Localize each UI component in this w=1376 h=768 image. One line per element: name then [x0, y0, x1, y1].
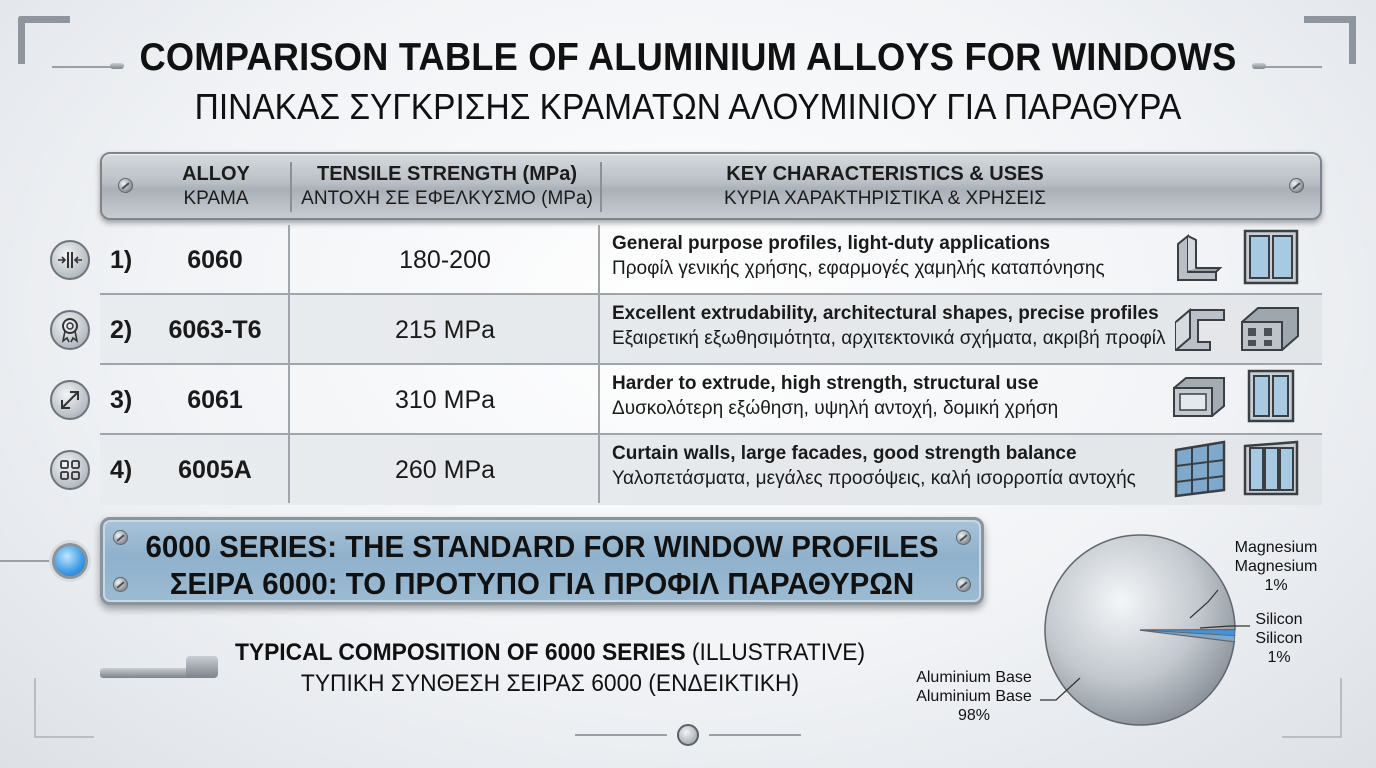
table-row — [100, 435, 1322, 505]
pie-label-magnesium-1: Magnesium — [1234, 539, 1318, 556]
pie-value-magnesium: 1% — [1264, 577, 1288, 594]
compress-arrows-icon — [50, 240, 90, 280]
header-strength-en: TENSILE STRENGTH (MPa) — [316, 162, 577, 185]
row-description-en: Excellent extrudability, architectural shapes, precise profiles — [612, 303, 1159, 324]
table-header — [100, 152, 1322, 220]
row-description — [612, 233, 1172, 280]
table-row — [100, 365, 1322, 435]
pie-label-aluminium — [906, 668, 1042, 725]
extrusion-profile-icon — [1238, 300, 1302, 356]
page-title-el: ΠΙΝΑΚΑΣ ΣΥΓΚΡΙΣΗΣ ΚΡΑΜΑΤΩΝ ΑΛΟΥΜΙΝΙΟΥ ΓΙΑ ΠΑΡΑΘΥΡΑ — [194, 86, 1182, 127]
header-uses-en: KEY CHARACTERISTICS & USES — [726, 162, 1044, 185]
header-strength — [292, 154, 602, 218]
corner-bracket-bottom-right — [1282, 678, 1342, 738]
double-window-icon — [1246, 368, 1296, 424]
composition-title-el: ΤΥΠΙΚΗ ΣΥΝΘΕΣΗ ΣΕΙΡΑΣ 6000 (ΕΝΔΕΙΚΤΙΚΗ) — [300, 670, 800, 697]
grid-panels-icon — [50, 450, 90, 490]
pie-label-magnesium — [1228, 538, 1324, 595]
caption-bar-step — [186, 656, 218, 678]
row-strength: 310 MPa — [394, 386, 496, 414]
row-strength: 215 MPa — [394, 316, 496, 344]
row-strength: 180-200 — [399, 246, 491, 274]
diagonal-arrow-icon — [50, 380, 90, 420]
sliding-window-icon — [1242, 440, 1300, 496]
row-description — [612, 443, 1172, 490]
channel-profile-icon — [1170, 302, 1230, 356]
row-number: 1) — [110, 246, 133, 274]
page-title-en: COMPARISON TABLE OF ALUMINIUM ALLOYS FOR WINDOWS — [139, 36, 1237, 79]
bottom-rule-left — [575, 734, 667, 736]
series-banner — [100, 517, 984, 605]
row-description-el: Υαλοπετάσματα, μεγάλες προσόψεις, καλή ισορροπία αντοχής — [612, 468, 1136, 489]
composition-title-bold: TYPICAL COMPOSITION OF 6000 SERIES — [234, 639, 686, 666]
row-description — [612, 303, 1172, 350]
row-alloy: 6005A — [178, 456, 252, 484]
row-description-el: Προφίλ γενικής χρήσης, εφαρμογές χαμηλής καταπόνησης — [612, 258, 1105, 279]
row-description-en: Harder to extrude, high strength, structural use — [612, 373, 1039, 394]
angle-profile-icon — [1170, 230, 1226, 286]
award-badge-icon — [50, 310, 90, 350]
header-alloy-el: ΚΡΑΜΑ — [183, 187, 249, 209]
window-frame-icon — [1242, 228, 1300, 286]
row-description-en: General purpose profiles, light-duty applications — [612, 233, 1051, 254]
pie-label-silicon — [1244, 610, 1314, 667]
screw-icon — [1289, 178, 1304, 193]
corner-bracket-bottom-left — [34, 678, 94, 738]
row-description-el: Δυσκολότερη εξώθηση, υψηλή αντοχή, δομική χρήση — [612, 398, 1059, 419]
indicator-dot — [52, 543, 88, 579]
row-number: 3) — [110, 386, 133, 414]
pie-label-aluminium-2: Aluminium Base — [916, 688, 1032, 705]
header-alloy-en: ALLOY — [182, 162, 250, 185]
header-uses-el: ΚΥΡΙΑ ΧΑΡΑΚΤΗΡΙΣΤΙΚΑ & ΧΡΗΣΕΙΣ — [723, 187, 1047, 209]
pie-label-aluminium-1: Aluminium Base — [916, 669, 1032, 686]
pie-value-aluminium: 98% — [957, 707, 991, 724]
bottom-ornament-icon — [677, 724, 699, 746]
row-alloy: 6060 — [187, 246, 243, 274]
row-strength: 260 MPa — [394, 456, 496, 484]
row-alloy: 6063-T6 — [168, 316, 262, 344]
screw-icon — [118, 178, 133, 193]
row-description — [612, 373, 1172, 420]
banner-text-el: ΣΕΙΡΑ 6000: ΤΟ ΠΡΟΤΥΠΟ ΓΙΑ ΠΡΟΦΙΛ ΠΑΡΑΘΥΡΩΝ — [169, 566, 915, 601]
column-divider — [598, 225, 600, 503]
header-uses — [602, 154, 1168, 218]
caption-bar-left — [100, 668, 200, 678]
header-alloy — [142, 154, 290, 218]
table-row — [100, 225, 1322, 295]
alloy-table — [100, 225, 1322, 503]
banner-rule — [0, 560, 54, 562]
pie-value-silicon: 1% — [1267, 649, 1291, 666]
pie-label-silicon-1: Silicon — [1255, 611, 1303, 628]
bottom-rule-right — [709, 734, 801, 736]
header-strength-el: ΑΝΤΟΧΗ ΣΕ ΕΦΕΛΚΥΣΜΟ (MPa) — [301, 187, 593, 209]
composition-title-en — [218, 639, 883, 667]
table-row — [100, 295, 1322, 365]
composition-title-note: (ILLUSTRATIVE) — [685, 639, 866, 666]
row-number: 4) — [110, 456, 133, 484]
row-description-el: Εξαιρετική εξωθησιμότητα, αρχιτεκτονικά σχήματα, ακριβή προφίλ — [612, 328, 1166, 349]
row-description-en: Curtain walls, large facades, good strength balance — [612, 443, 1077, 464]
pie-label-silicon-2: Silicon — [1255, 630, 1303, 647]
box-profile-icon — [1170, 372, 1228, 422]
row-number: 2) — [110, 316, 133, 344]
curtain-wall-icon — [1172, 440, 1228, 498]
row-alloy: 6061 — [187, 386, 243, 414]
pie-label-magnesium-2: Magnesium — [1234, 558, 1318, 575]
banner-text-en: 6000 SERIES: THE STANDARD FOR WINDOW PROFILES — [145, 529, 939, 564]
column-divider — [288, 225, 290, 503]
